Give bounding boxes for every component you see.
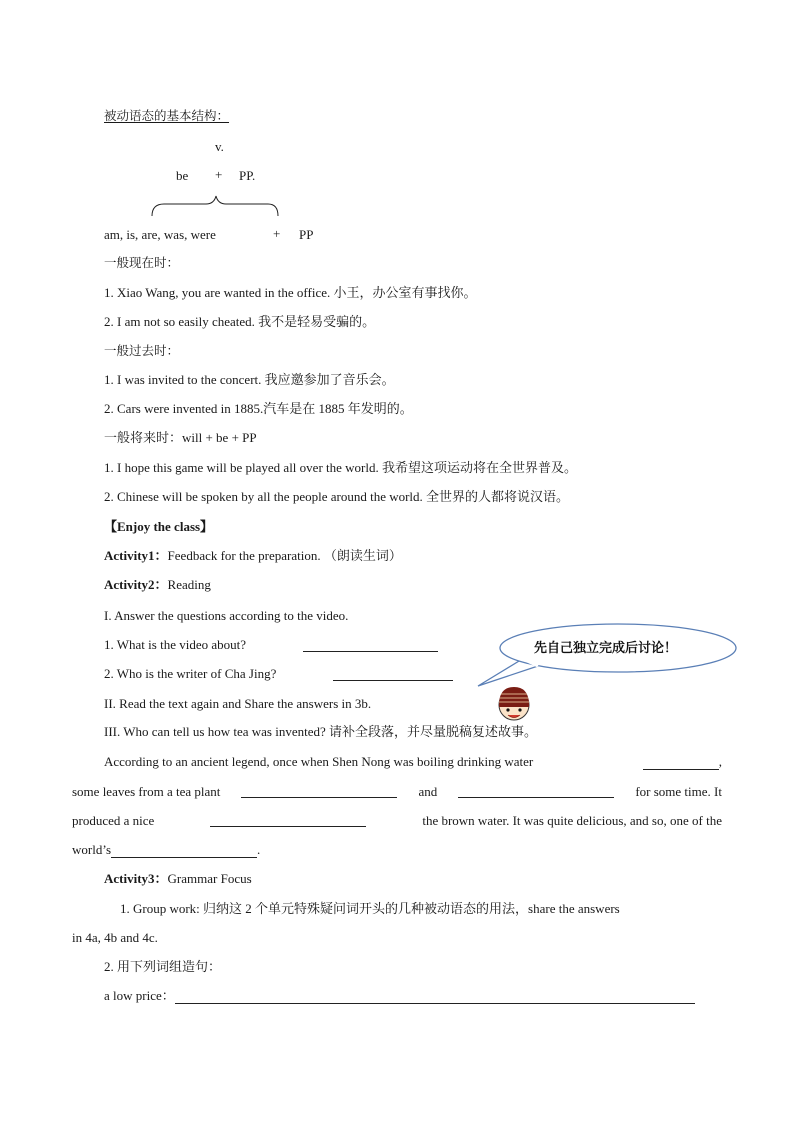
future-example-1: 1. I hope this game will be played all over the world. 我希望这项运动将在全世界普及。 <box>104 460 577 475</box>
past-example-2: 2. Cars were invented in 1885.汽车是在 1885 年发明的。 <box>104 401 413 416</box>
structure-v: v. <box>215 139 224 154</box>
passage-comma: , <box>718 754 722 769</box>
future-title: 一般将来时：will + be + PP <box>104 430 257 445</box>
phrase-label: a low price： <box>104 988 175 1003</box>
activity-2 <box>104 577 211 593</box>
passage-blank-2[interactable] <box>241 784 397 798</box>
activity-3-text: Grammar Focus <box>167 871 252 886</box>
passage-text-3b: the brown water. It was quite delicious, and so, one of the <box>422 813 722 828</box>
bubble-text: 先自己独立完成后讨论！ <box>534 641 678 656</box>
activity-3-label: Activity3： <box>104 871 168 886</box>
present-title: 一般现在时： <box>104 255 180 270</box>
grammar-task-1-cont: in 4a, 4b and 4c. <box>72 930 158 945</box>
activity-2-label: Activity2： <box>104 577 168 592</box>
grammar-task-2: 2. 用下列词组造句： <box>104 959 222 974</box>
section-title-enjoy: 【Enjoy the class】 <box>104 519 214 534</box>
reading-instruction-1: I. Answer the questions according to the video. <box>104 608 349 623</box>
passage-line-4 <box>72 842 260 858</box>
structure-pp-2: PP <box>299 227 314 242</box>
reading-question-1: 1. What is the video about? <box>104 637 247 652</box>
passage-line-2 <box>72 784 722 800</box>
structure-plus-2: + <box>273 226 281 241</box>
past-example-1: 1. I was invited to the concert. 我应邀参加了音乐会。 <box>104 372 395 387</box>
passage-blank-5[interactable] <box>111 844 257 858</box>
passage-period: . <box>257 842 261 857</box>
structure-heading: 被动语态的基本结构： <box>104 108 230 123</box>
future-example-2: 2. Chinese will be spoken by all the people around the world. 全世界的人都将说汉语。 <box>104 489 570 504</box>
girl-cartoon-icon <box>494 683 534 723</box>
activity-3 <box>104 871 252 887</box>
passage-blank-3[interactable] <box>458 784 614 798</box>
present-example-1: 1. Xiao Wang, you are wanted in the office. 小王，办公室有事找你。 <box>104 285 477 300</box>
answer-blank-q1[interactable] <box>303 638 438 652</box>
reading-instruction-3: III. Who can tell us how tea was invented? 请补全段落，并尽量脱稿复述故事。 <box>104 724 538 739</box>
passage-text-4: world’s <box>72 842 111 857</box>
structure-plus: + <box>215 167 223 182</box>
brace-icon <box>150 194 282 218</box>
phrase-answer-blank[interactable] <box>175 990 695 1004</box>
passage-blank-4[interactable] <box>210 813 366 827</box>
passage-text-1: According to an ancient legend, once when Shen Nong was boiling drinking water <box>104 754 534 769</box>
activity-1-text: Feedback for the preparation. （朗读生词） <box>167 548 402 563</box>
structure-forms: am, is, are, was, were <box>104 227 216 242</box>
passage-text-2: some leaves from a tea plant <box>72 784 221 799</box>
past-title: 一般过去时： <box>104 343 180 358</box>
passage-text-2c: for some time. It <box>635 784 722 799</box>
passage-line-1 <box>72 754 722 770</box>
reading-instruction-2: II. Read the text again and Share the answers in 3b. <box>104 696 372 711</box>
present-example-2: 2. I am not so easily cheated. 我不是轻易受骗的。 <box>104 314 376 329</box>
passage-blank-1[interactable] <box>643 756 719 770</box>
structure-be: be <box>176 168 189 183</box>
phrase-line <box>104 988 695 1004</box>
passage-line-3 <box>72 813 722 829</box>
activity-1-label: Activity1： <box>104 548 168 563</box>
answer-blank-q2[interactable] <box>333 667 453 681</box>
passage-text-3: produced a nice <box>72 813 155 828</box>
reading-question-2: 2. Who is the writer of Cha Jing? <box>104 666 277 681</box>
grammar-task-1: 1. Group work: 归纳这 2 个单元特殊疑问词开头的几种被动语态的用法，share the answers <box>120 901 620 916</box>
activity-2-text: Reading <box>167 577 211 592</box>
activity-1 <box>104 548 402 564</box>
structure-pp: PP. <box>239 168 256 183</box>
passage-text-2b: and <box>418 784 438 799</box>
